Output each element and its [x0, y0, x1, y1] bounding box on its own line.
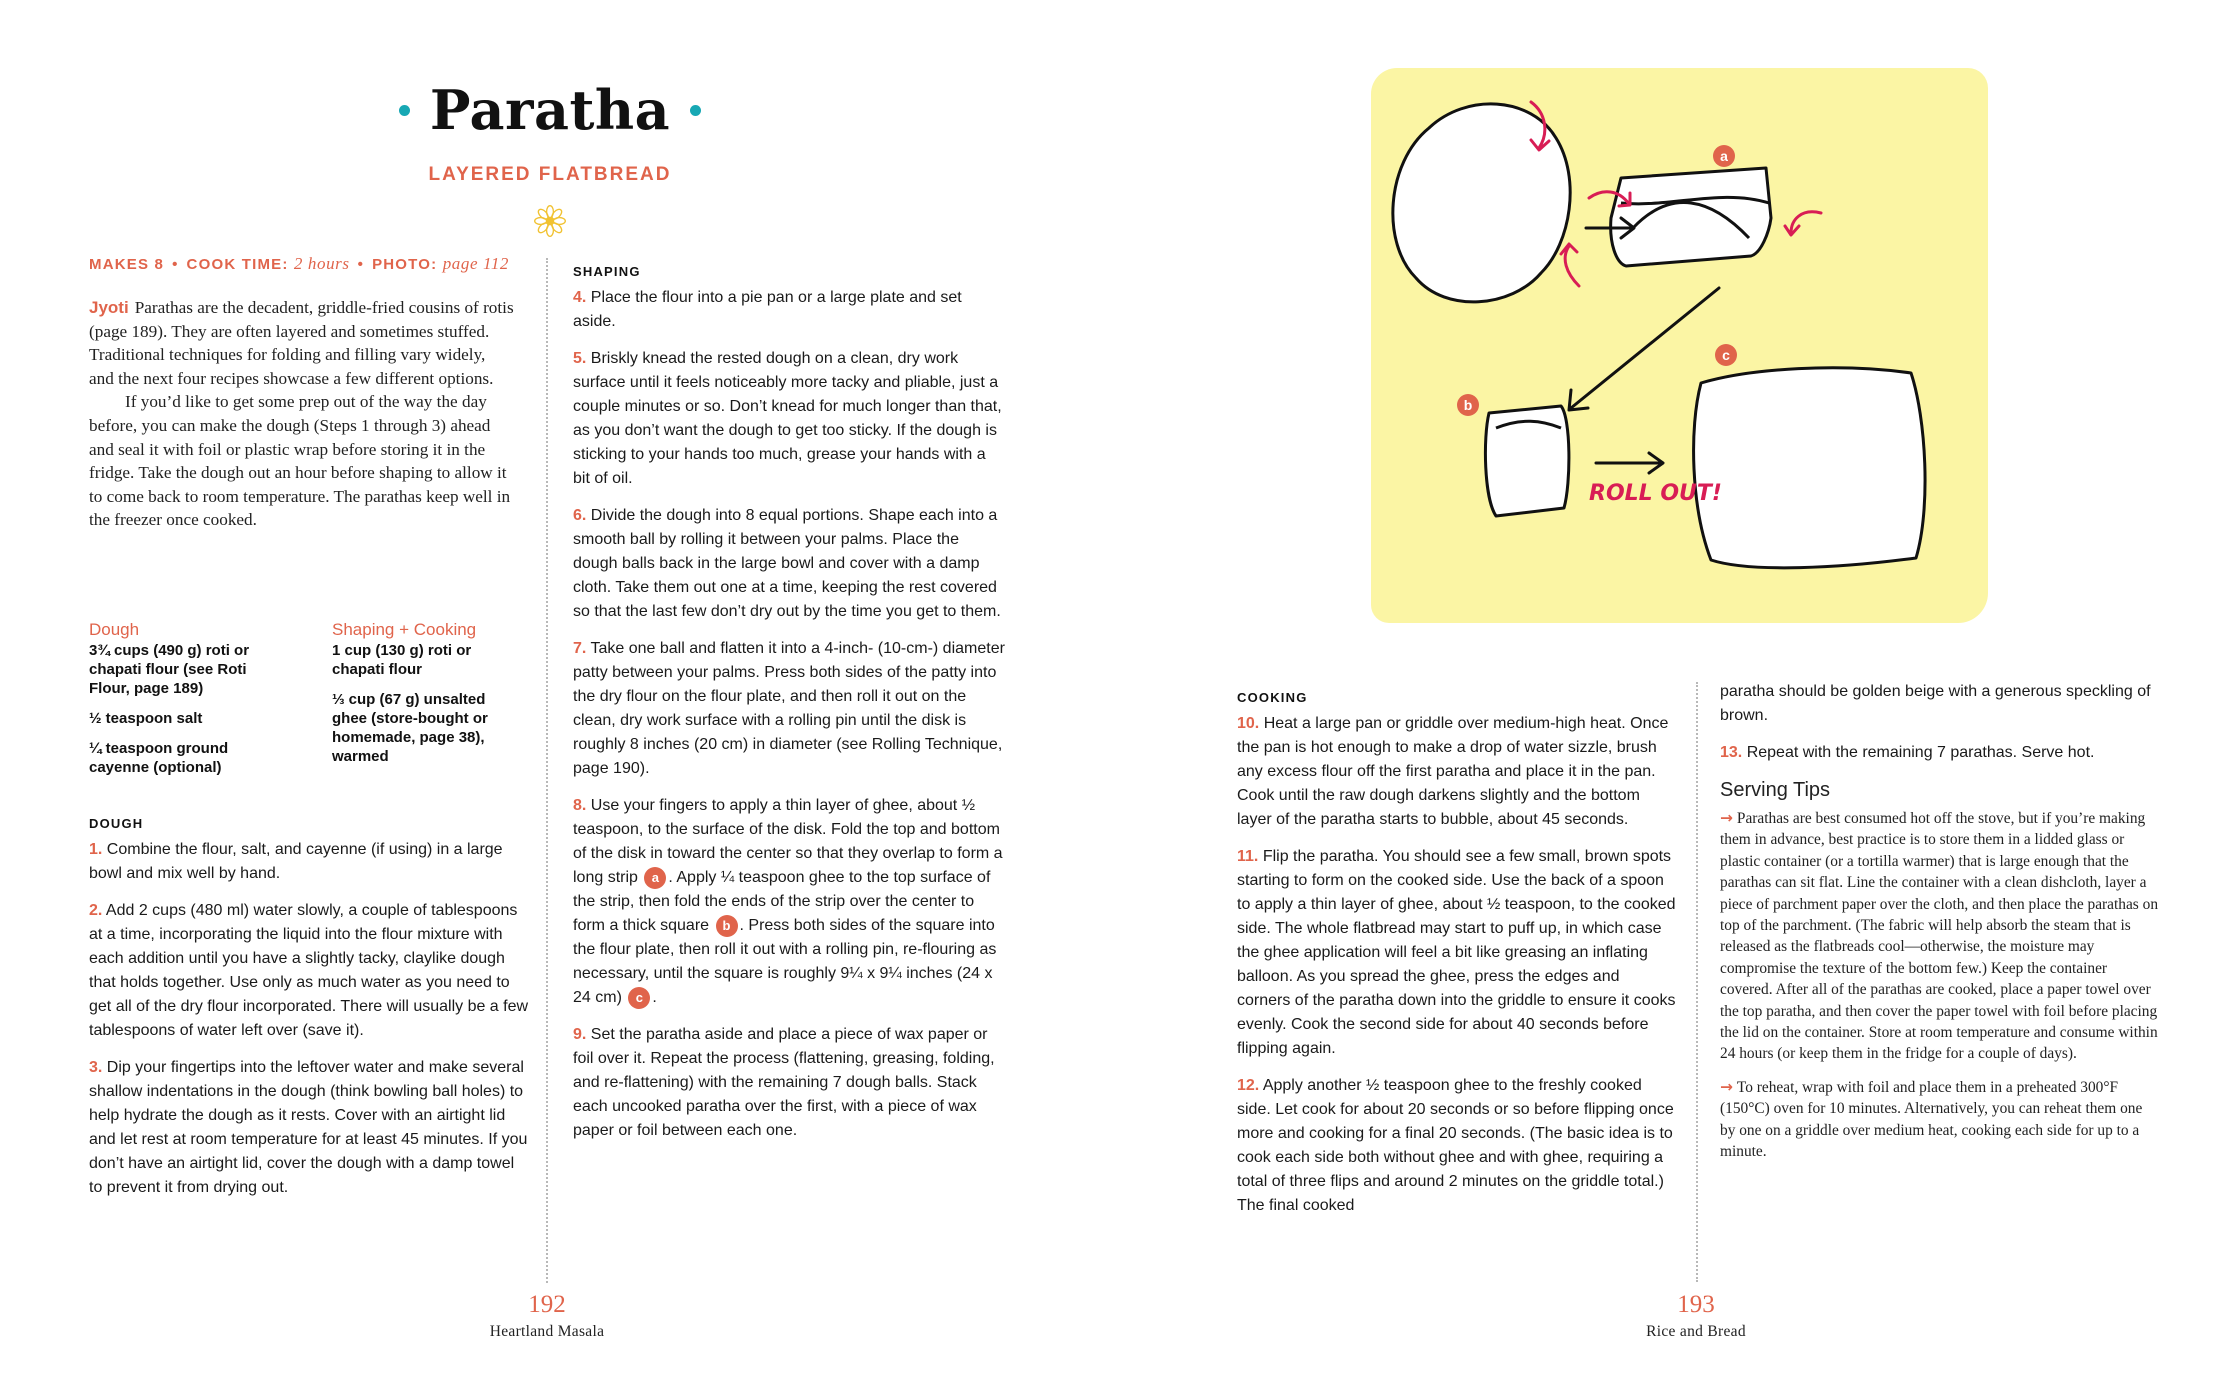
intro-text [89, 296, 514, 532]
step-item [89, 838, 529, 886]
step-item [573, 347, 1005, 491]
author-name: Jyoti [89, 298, 129, 317]
label-c: c [1722, 347, 1730, 363]
step-number: 13. [1720, 744, 1743, 761]
shaping-steps [573, 260, 1005, 1156]
step-continuation: paratha should be golden beige with a generous speckling of brown. [1720, 683, 2151, 724]
step-item [573, 286, 1005, 334]
ingredient-item: ½ teaspoon salt [89, 710, 203, 727]
step-item [573, 794, 1005, 1010]
fold-arrow-icon [1785, 212, 1821, 235]
step-number: 4. [573, 289, 587, 306]
fold-arrow-icon [1561, 244, 1579, 286]
ingredient-item: 3¾ cups (490 g) roti or chapati flour (see Roti Flour, page 189) [89, 642, 250, 697]
step-badge-b: b [716, 915, 738, 937]
step-item [89, 899, 529, 1043]
step-number: 1. [89, 841, 103, 858]
step-text: Flip the paratha. You should see a few small, brown spots starting to form on the cooked side. Use the back of a spoon to apply a thin layer of ghee, about ½ teaspoon, to the cooked side. The whole flatbread may start to puff up, in which case the ghee application will feel a bit like greasing an inflating balloon. As you spread the ghee, press the edges and corners of the paratha down into the griddle to ensure it cooks evenly. Cook the second side for about 40 seconds before flipping again. [1237, 848, 1676, 1057]
dough-rolled-shape [1694, 368, 1925, 568]
intro-paragraph-2: If you’d like to get some prep out of the way the day before, you can make the dough (Steps 1 through 3) ahead and seal it with foil or plastic wrap before storing it in the fridge. Take the dough out an hour before shaping to allow it to come back to room temperature. The parathas keep well in the freezer once cooked. [89, 392, 511, 530]
recipe-subtitle: LAYERED FLATBREAD [428, 164, 672, 185]
roll-out-label: ROLL OUT! [1589, 481, 1722, 506]
column-divider [546, 258, 548, 1283]
step-number: 7. [573, 640, 587, 657]
folio-right [1596, 1291, 1796, 1341]
folding-illustration [1371, 68, 1988, 623]
recipe-meta: MAKES 8 • COOK TIME: 2 hours • PHOTO: page 112 [89, 254, 510, 273]
step-number: 5. [573, 350, 587, 367]
step-number: 3. [89, 1059, 103, 1076]
cooking-steps-continued [1720, 680, 2160, 1175]
ingredient-item: 1 cup (130 g) roti or chapati flour [332, 642, 472, 678]
step-item [573, 637, 1005, 781]
cooking-steps [1237, 686, 1677, 1231]
arrow-right-icon: → [1720, 1077, 1733, 1096]
step-number: 8. [573, 797, 587, 814]
step-text: . [652, 989, 657, 1006]
step-text: Take one ball and flatten it into a 4-inch- (10-cm-) diameter patty between your palms. Press both sides of the patty into the dry flour on the flour plate, and then roll it out on the clean, dry work surface with a rolling pin until the disk is roughly 8 inches (20 cm) in diameter (see Rolling Technique, page 190). [573, 640, 1005, 777]
serving-tip-text: Parathas are best consumed hot off the stove, but if you’re making them in advance, best practice is to store them in a lidded glass or plastic container (or a tortilla warmer) that is large enough that the parathas can sit flat. Line the container with a clean dishcloth, layer a piece of parchment paper over the cloth, and then place the parathas on top of the parchment. (The fabric will help absorb the steam that is released as the flatbreads cool—otherwise, the moisture may compromise the texture of the bottom few.) Keep the container covered. After all of the parathas are cooked, place a paper towel over the top paratha, and then cover the paper towel with foil before placing the lid on the container. Store at room temperature and consume within 24 hours (or keep them in the fridge for a couple of days). [1720, 810, 2159, 1063]
section-name: Rice and Bread [1646, 1323, 1746, 1340]
step-text: Set the paratha aside and place a piece of wax paper or foil over it. Repeat the process (flattening, greasing, folding, and re-flattening) with the remaining 7 dough balls. Stack each uncooked paratha over the first, with a piece of wax paper or foil between each one. [573, 1026, 995, 1139]
step-number: 10. [1237, 715, 1260, 732]
step-text: . Press both sides of the square into the flour plate, then roll it out with a rolling pin, re-flouring as necessary, until the square is roughly 9¼ x 9¼ inches (24 x 24 cm) [573, 917, 997, 1006]
section-name: Heartland Masala [489, 1323, 605, 1340]
step-number: 11. [1237, 848, 1259, 865]
serving-tip-text: To reheat, wrap with foil and place them in a preheated 300°F (150°C) oven for 10 minutes. Alternatively, you can reheat them one by one on a griddle over medium heat, cooking each side for up to a minute. [1720, 1078, 2143, 1161]
arrow-diagonal-icon [1569, 288, 1719, 410]
step-item [89, 1056, 529, 1200]
step-number: 6. [573, 507, 587, 524]
step-item [1237, 1074, 1677, 1218]
column-divider [1696, 682, 1698, 1282]
step-text: Combine the flour, salt, and cayenne (if using) in a large bowl and mix well by hand. [89, 841, 503, 882]
step-text: Dip your fingertips into the leftover water and make several shallow indentations in the dough (think bowling ball holes) to help hydrate the dough as it rests. Cover with an airtight lid and let rest at room temperature for at least 45 minutes. If you don’t have an airtight lid, cover the dough with a damp towel to prevent it from drying out. [89, 1059, 528, 1196]
step-item [573, 504, 1005, 624]
illustration-drawing [1371, 68, 1988, 623]
step-number: 12. [1237, 1077, 1260, 1094]
ingredients-shaping-cooking [332, 620, 522, 777]
flower-icon [533, 204, 567, 238]
teal-dot-icon [399, 105, 410, 116]
step-number: 2. [89, 902, 103, 919]
serving-tip [1720, 1077, 2160, 1163]
label-b: b [1463, 397, 1473, 413]
makes-count: MAKES 8 [89, 256, 165, 273]
teal-dot-icon [690, 105, 701, 116]
title-block [330, 78, 770, 243]
step-text: Repeat with the remaining 7 parathas. Serve hot. [1746, 744, 2095, 761]
ingredient-item: ¼ teaspoon ground cayenne (optional) [89, 740, 229, 776]
step-text: Divide the dough into 8 equal portions. Shape each into a smooth ball by rolling it between your palms. Place the dough balls back in the large bowl and cover with a damp cloth. Take them out one at a time, keeping the rest covered so that the last few don’t dry out by the time you get to them. [573, 507, 1001, 620]
serving-tips-title: Serving Tips [1720, 779, 1831, 801]
dough-strip-shape [1611, 168, 1771, 266]
step-text: Apply another ½ teaspoon ghee to the freshly cooked side. Let cook for about 20 seconds or so before flipping once more and cooking for a final 20 seconds. (The basic idea is to cook each side both without ghee and with ghee, requiring a total of three flips and around 2 minutes on the griddle total.) The final cooked [1237, 1077, 1674, 1214]
photo-page-ref: page 112 [442, 254, 510, 273]
step-item [1237, 845, 1677, 1061]
step-number: 9. [573, 1026, 587, 1043]
serving-tip [1720, 808, 2160, 1065]
step-text: . Apply ¼ teaspoon ghee to the top surface of the strip, then fold the ends of the strip over the center to form a thick square [573, 869, 991, 934]
section-heading: DOUGH [89, 816, 144, 831]
step-item [573, 1023, 1005, 1143]
step-text: Use your fingers to apply a thin layer of ghee, about ½ teaspoon, to the surface of the disk. Fold the top and bottom of the disk in toward the center so that they overlap to form a long strip [573, 797, 1003, 886]
recipe-title: Paratha [429, 78, 671, 142]
step-text: Heat a large pan or griddle over medium-high heat. Once the pan is hot enough to make a drop of water sizzle, brush any excess flour off the first paratha and place it in the pan. Cook until the raw dough darkens slightly and the bottom layer of the paratha starts to bubble, about 45 seconds. [1237, 715, 1669, 828]
label-a: a [1720, 148, 1728, 164]
recipe-title-row [399, 78, 701, 142]
page-number: 193 [1677, 1291, 1715, 1318]
step-text: Briskly knead the rested dough on a clean, dry work surface until it feels noticeably more tacky and pliable, just a couple minutes or so. Don’t knead for much longer than that, as you don’t want the dough to get too sticky. If the dough is sticking to your hands too much, grease your hands with a bit of oil. [573, 350, 1002, 487]
ingredient-heading: Dough [89, 620, 140, 639]
photo-label: PHOTO: [372, 256, 438, 273]
section-heading: SHAPING [573, 264, 641, 279]
step-badge-c: c [628, 987, 650, 1009]
step-text: Place the flour into a pie pan or a large plate and set aside. [573, 289, 962, 330]
ingredients-dough [89, 620, 289, 788]
intro-paragraph-1: Parathas are the decadent, griddle-fried cousins of rotis (page 189). They are often layered and sometimes stuffed. Traditional techniques for folding and filling vary widely, and the next four recipes showcase a few different options. [89, 298, 514, 388]
ingredient-heading: Shaping + Cooking [332, 620, 477, 639]
step-badge-a: a [644, 867, 666, 889]
folio-left [447, 1291, 647, 1341]
ingredient-item: ⅓ cup (67 g) unsalted ghee (store-bought or homemade, page 38), warmed [332, 691, 488, 765]
step-item [1237, 712, 1677, 832]
dough-steps [89, 812, 529, 1213]
cook-time-value: 2 hours [293, 254, 350, 273]
page-number: 192 [528, 1291, 566, 1318]
step-item [1720, 741, 2160, 765]
section-heading: COOKING [1237, 690, 1308, 705]
arrow-right-icon: → [1720, 809, 1733, 827]
arrow-right-icon [1596, 453, 1663, 473]
step-text: Add 2 cups (480 ml) water slowly, a couple of tablespoons at a time, incorporating the liquid into the flour mixture with each addition until you have a slightly tacky, claylike dough that holds together. Use only as much water as you need to get all of the dry flour incorporated. There will usually be a few tablespoons of water left over (save it). [89, 902, 529, 1039]
cook-time-label: COOK TIME: [186, 256, 289, 273]
